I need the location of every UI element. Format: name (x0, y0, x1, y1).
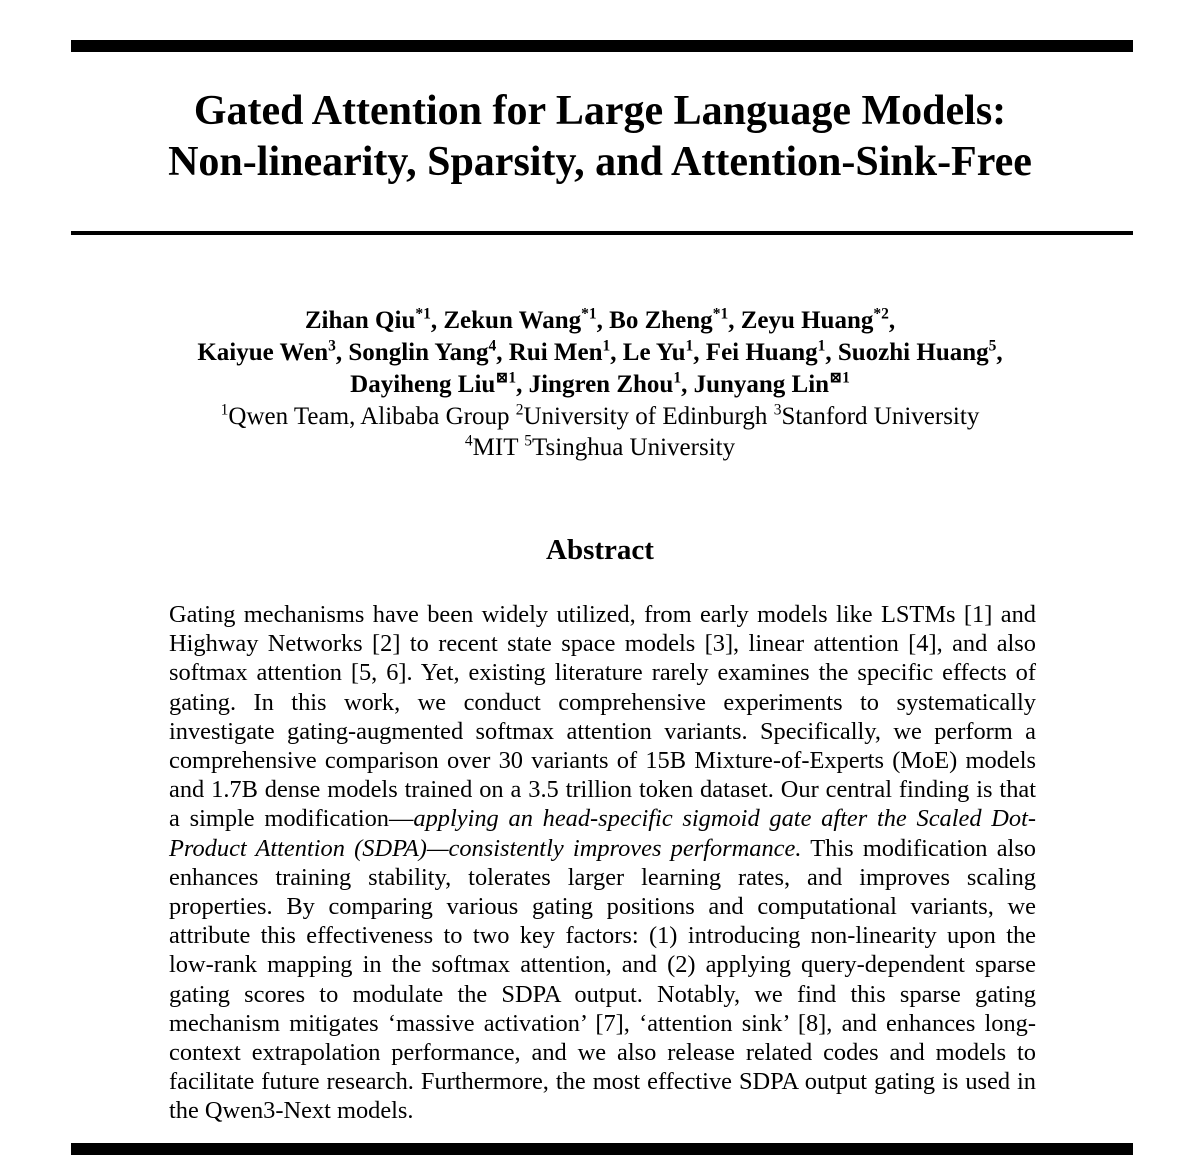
affiliation: MIT (472, 434, 525, 461)
title-line-1: Gated Attention for Large Language Models: (193, 88, 1007, 134)
author: Jingren Zhou$^1$, (528, 369, 694, 398)
author-line-3 (0, 369, 1200, 401)
author-superscript: 1 (602, 337, 611, 355)
paper-title (0, 86, 1200, 188)
envelope-corresponding-author-icon: ⊠1 (829, 369, 850, 387)
author-superscript: 3 (328, 337, 336, 355)
abstract-text (169, 600, 1036, 1126)
bottom-rule (71, 1143, 1133, 1155)
affiliation-superscript: 2 (515, 401, 524, 419)
author-line-1 (0, 305, 1200, 337)
author: Rui Men$^1$, (508, 337, 623, 366)
author-superscript: *1 (712, 305, 729, 323)
affiliation: Stanford University (781, 403, 980, 430)
affiliation-line-2 (0, 432, 1200, 463)
top-rule (71, 40, 1133, 52)
author: Zeyu Huang$^{*2}$, (740, 305, 896, 334)
author: Kaiyue Wen$^3$, (197, 337, 349, 366)
author: Suozhi Huang$^5$, (837, 337, 1003, 366)
author-superscript: *2 (873, 305, 889, 323)
author: Bo Zheng$^{*1}$, (609, 305, 741, 334)
author-superscript: *1 (581, 305, 597, 323)
author-superscript: 1 (673, 369, 682, 387)
affiliation-superscript: 3 (773, 401, 782, 419)
author-superscript: 4 (488, 337, 497, 355)
author-superscript: 1 (817, 337, 826, 355)
abstract-segment-roman: Gating mechanisms have been widely utilized, from early models like LSTMs [1] and Highway Networks [2] to recent state space models [3], linear attention [4], and also softmax attention [5, 6]. Yet, existing literature rarely examines the specific effects of gating. In this work, we conduct comprehensive experiments to systematically investigate gating-augmented softmax attention variants. Specifically, we perform a comprehensive comparison over 30 variants of 15B Mixture-of-Experts (MoE) models and 1.7B dense models trained on a 3.5 trillion token dataset. Our central finding is that a simple modification— (169, 601, 1036, 833)
author-block (0, 305, 1200, 463)
abstract-segment-roman: This modification also enhances training stability, tolerates larger learning rates, and improves scaling properties. By comparing various gating positions and computational variants, we attribute this effectiveness to two key factors: (1) introducing non-linearity upon the low-rank mapping in the softmax attention, and (2) applying query-dependent sparse gating scores to modulate the SDPA output. Notably, we find this sparse gating mechanism mitigates ‘massive activation’ [7], ‘attention sink’ [8], and enhances long-context extrapolation performance, and we also release related codes and models to facilitate future research. Furthermore, the most effective SDPA output gating is used in the Qwen3-Next models. (169, 834, 1037, 1125)
author-superscript: *1 (415, 305, 431, 323)
author: Zekun Wang$^{*1}$, (443, 305, 610, 334)
envelope-corresponding-author-icon: ⊠1 (495, 369, 517, 387)
author: Zihan Qiu$^{*1}$, (304, 305, 444, 334)
affiliation-line-1 (0, 401, 1200, 432)
affiliation: University of Edinburgh (523, 403, 774, 430)
title-line-2: Non-linearity, Sparsity, and Attention-Sink-Free (168, 139, 1032, 185)
author: Fei Huang$^1$, (705, 337, 838, 366)
author-line-2 (0, 337, 1200, 369)
affiliation-superscript: 4 (464, 432, 473, 450)
author: Le Yu$^1$, (622, 337, 706, 366)
author: Junyang Lin$^{⊠1}$ (693, 369, 850, 398)
title-separator-rule (71, 231, 1133, 235)
author: Songlin Yang$^4$, (348, 337, 509, 366)
author: Dayiheng Liu$^{⊠1}$, (350, 369, 529, 398)
author-superscript: 5 (988, 337, 997, 355)
affiliation-superscript: 5 (524, 432, 533, 450)
abstract-segment-italic: applying an head-specific sigmoid gate after the Scaled Dot-Product Attention (SDPA)—consistently improves performance. (169, 805, 1036, 862)
affiliation-superscript: 1 (220, 401, 229, 419)
abstract-heading: Abstract (546, 534, 654, 566)
affiliation: Qwen Team, Alibaba Group (228, 403, 516, 430)
affiliation: Tsinghua University (532, 434, 736, 461)
author-superscript: 1 (685, 337, 694, 355)
